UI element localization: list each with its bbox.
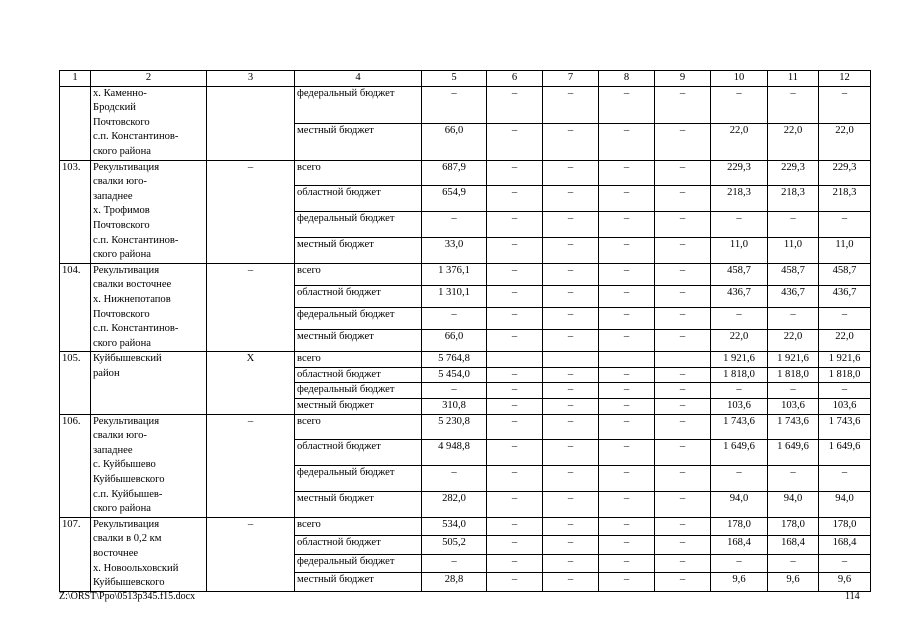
value-cell [599, 352, 655, 368]
value-cell: – [487, 285, 543, 307]
value-cell: 282,0 [422, 492, 487, 518]
value-cell: 436,7 [768, 285, 819, 307]
value-cell: – [599, 573, 655, 592]
budget-source-label: областной бюджет [295, 440, 422, 466]
footer-file-path: Z:\ORST\Ppo\0513p345.f15.docx [59, 591, 196, 602]
value-cell: 11,0 [768, 237, 819, 263]
table-row [60, 160, 871, 186]
budget-source-label: федеральный бюджет [295, 308, 422, 330]
budget-source-label: областной бюджет [295, 186, 422, 212]
header-cell: 3 [207, 71, 295, 87]
header-cell: 8 [599, 71, 655, 87]
value-cell: – [655, 263, 711, 285]
value-cell: – [655, 554, 711, 572]
value-cell: – [711, 466, 768, 492]
value-cell: 5 454,0 [422, 367, 487, 383]
footer-page-number: 114 [845, 591, 860, 602]
value-cell: 11,0 [711, 237, 768, 263]
value-cell: – [655, 399, 711, 415]
value-cell: 33,0 [422, 237, 487, 263]
value-cell: 22,0 [819, 330, 871, 352]
table-row [60, 352, 871, 368]
value-cell: – [543, 536, 599, 554]
table-body [60, 71, 871, 592]
value-cell: – [422, 308, 487, 330]
value-cell: 168,4 [819, 536, 871, 554]
value-cell: – [599, 554, 655, 572]
value-cell: – [599, 212, 655, 238]
value-cell: 94,0 [819, 492, 871, 518]
budget-source-label: местный бюджет [295, 492, 422, 518]
value-cell: 229,3 [819, 160, 871, 186]
column-3-value: – [207, 160, 295, 263]
value-cell: – [599, 466, 655, 492]
value-cell: – [543, 383, 599, 399]
value-cell: – [543, 186, 599, 212]
value-cell: – [543, 573, 599, 592]
value-cell: 5 230,8 [422, 414, 487, 440]
value-cell: – [543, 492, 599, 518]
value-cell: 9,6 [819, 573, 871, 592]
budget-source-label: всего [295, 414, 422, 440]
value-cell: – [543, 285, 599, 307]
budget-source-label: местный бюджет [295, 573, 422, 592]
column-3-value [207, 86, 295, 160]
value-cell: – [599, 440, 655, 466]
value-cell: – [543, 308, 599, 330]
value-cell: 1 743,6 [711, 414, 768, 440]
value-cell: 458,7 [711, 263, 768, 285]
value-cell: – [543, 517, 599, 535]
value-cell: – [599, 237, 655, 263]
value-cell: 1 649,6 [768, 440, 819, 466]
value-cell: 103,6 [711, 399, 768, 415]
value-cell: – [599, 367, 655, 383]
value-cell: – [422, 86, 487, 123]
value-cell: – [655, 123, 711, 160]
value-cell: – [487, 263, 543, 285]
value-cell: – [487, 330, 543, 352]
value-cell: 168,4 [711, 536, 768, 554]
value-cell: – [655, 466, 711, 492]
value-cell: 5 764,8 [422, 352, 487, 368]
object-name: Рекультивация свалки в 0,2 км восточнее х. Новоольховский Куйбышевского [91, 517, 207, 591]
value-cell: – [655, 237, 711, 263]
value-cell: 178,0 [711, 517, 768, 535]
value-cell: 22,0 [768, 330, 819, 352]
budget-source-label: федеральный бюджет [295, 554, 422, 572]
value-cell: – [487, 492, 543, 518]
header-cell: 11 [768, 71, 819, 87]
object-name: Рекультивация свалки восточнее х. Нижнепотапов Почтовского с.п. Константинов- ского района [91, 263, 207, 352]
budget-source-label: федеральный бюджет [295, 86, 422, 123]
value-cell: – [422, 212, 487, 238]
value-cell: 1 921,6 [819, 352, 871, 368]
column-3-value: – [207, 517, 295, 591]
value-cell: 1 376,1 [422, 263, 487, 285]
table-row [60, 263, 871, 285]
value-cell: 178,0 [768, 517, 819, 535]
value-cell: – [487, 440, 543, 466]
value-cell: – [599, 308, 655, 330]
value-cell: – [487, 237, 543, 263]
value-cell: – [655, 86, 711, 123]
value-cell: 66,0 [422, 123, 487, 160]
value-cell: – [655, 492, 711, 518]
value-cell: – [487, 573, 543, 592]
value-cell: – [543, 554, 599, 572]
value-cell: – [768, 466, 819, 492]
value-cell [655, 352, 711, 368]
value-cell: 1 921,6 [768, 352, 819, 368]
value-cell: – [487, 536, 543, 554]
value-cell: – [655, 573, 711, 592]
value-cell: – [487, 414, 543, 440]
value-cell: – [819, 554, 871, 572]
value-cell: – [543, 86, 599, 123]
budget-source-label: местный бюджет [295, 123, 422, 160]
value-cell: 1 818,0 [768, 367, 819, 383]
value-cell: – [543, 263, 599, 285]
value-cell: – [599, 186, 655, 212]
value-cell: – [711, 554, 768, 572]
value-cell: – [819, 308, 871, 330]
value-cell: – [487, 383, 543, 399]
value-cell: 103,6 [768, 399, 819, 415]
value-cell: 1 649,6 [819, 440, 871, 466]
budget-source-label: областной бюджет [295, 536, 422, 554]
budget-source-label: всего [295, 160, 422, 186]
value-cell: 1 310,1 [422, 285, 487, 307]
value-cell: – [768, 212, 819, 238]
value-cell: 9,6 [768, 573, 819, 592]
budget-source-label: областной бюджет [295, 285, 422, 307]
value-cell: – [487, 517, 543, 535]
budget-table [59, 70, 871, 592]
value-cell: – [655, 330, 711, 352]
value-cell: 103,6 [819, 399, 871, 415]
value-cell: 310,8 [422, 399, 487, 415]
value-cell: 4 948,8 [422, 440, 487, 466]
value-cell: – [655, 285, 711, 307]
header-cell: 9 [655, 71, 711, 87]
row-number: 104. [60, 263, 91, 352]
value-cell: 229,3 [768, 160, 819, 186]
value-cell: – [711, 383, 768, 399]
row-number: 103. [60, 160, 91, 263]
column-3-value: – [207, 414, 295, 517]
value-cell: – [711, 212, 768, 238]
header-cell: 12 [819, 71, 871, 87]
value-cell: 1 743,6 [819, 414, 871, 440]
value-cell: – [599, 517, 655, 535]
budget-source-label: всего [295, 263, 422, 285]
value-cell: – [487, 367, 543, 383]
budget-source-label: местный бюджет [295, 237, 422, 263]
value-cell: – [655, 383, 711, 399]
value-cell: – [487, 212, 543, 238]
value-cell: – [599, 383, 655, 399]
value-cell: 94,0 [711, 492, 768, 518]
value-cell: 168,4 [768, 536, 819, 554]
object-name: Куйбышевский район [91, 352, 207, 414]
value-cell: – [655, 160, 711, 186]
value-cell: 1 649,6 [711, 440, 768, 466]
value-cell: – [819, 212, 871, 238]
value-cell: – [655, 212, 711, 238]
budget-source-label: местный бюджет [295, 330, 422, 352]
value-cell: – [543, 367, 599, 383]
header-cell: 7 [543, 71, 599, 87]
value-cell: 178,0 [819, 517, 871, 535]
value-cell: – [543, 123, 599, 160]
value-cell: – [487, 86, 543, 123]
value-cell: – [543, 212, 599, 238]
value-cell: 11,0 [819, 237, 871, 263]
value-cell: – [768, 86, 819, 123]
value-cell: – [599, 263, 655, 285]
budget-source-label: всего [295, 517, 422, 535]
value-cell: – [599, 536, 655, 554]
value-cell [487, 352, 543, 368]
row-number: 105. [60, 352, 91, 414]
value-cell: – [768, 308, 819, 330]
value-cell: – [655, 367, 711, 383]
value-cell: – [599, 492, 655, 518]
budget-source-label: федеральный бюджет [295, 212, 422, 238]
value-cell: – [543, 237, 599, 263]
value-cell: 218,3 [711, 186, 768, 212]
value-cell: – [487, 186, 543, 212]
value-cell: 22,0 [711, 123, 768, 160]
value-cell: – [543, 160, 599, 186]
object-name: Рекультивация свалки юго- западнее с. Куйбышево Куйбышевского с.п. Куйбышев- ского района [91, 414, 207, 517]
value-cell: – [543, 330, 599, 352]
value-cell: – [487, 554, 543, 572]
value-cell: – [819, 383, 871, 399]
table-row [60, 517, 871, 535]
object-name: х. Каменно- Бродский Почтовского с.п. Константинов- ского района [91, 86, 207, 160]
column-3-value: – [207, 263, 295, 352]
budget-source-label: областной бюджет [295, 367, 422, 383]
value-cell: – [599, 330, 655, 352]
budget-source-label: федеральный бюджет [295, 383, 422, 399]
value-cell: 94,0 [768, 492, 819, 518]
value-cell: 436,7 [711, 285, 768, 307]
value-cell: 22,0 [711, 330, 768, 352]
value-cell: – [599, 86, 655, 123]
value-cell: – [819, 86, 871, 123]
header-cell: 4 [295, 71, 422, 87]
value-cell: 458,7 [819, 263, 871, 285]
value-cell: 218,3 [819, 186, 871, 212]
value-cell: 654,9 [422, 186, 487, 212]
value-cell: 22,0 [819, 123, 871, 160]
value-cell: – [768, 554, 819, 572]
value-cell: – [819, 466, 871, 492]
budget-source-label: местный бюджет [295, 399, 422, 415]
value-cell: – [487, 308, 543, 330]
value-cell: 66,0 [422, 330, 487, 352]
value-cell: – [711, 86, 768, 123]
column-3-value: Х [207, 352, 295, 414]
value-cell: – [487, 123, 543, 160]
budget-source-label: всего [295, 352, 422, 368]
value-cell: – [543, 399, 599, 415]
value-cell: – [655, 517, 711, 535]
header-cell: 1 [60, 71, 91, 87]
value-cell: – [599, 399, 655, 415]
value-cell: – [655, 186, 711, 212]
header-cell: 6 [487, 71, 543, 87]
header-cell: 10 [711, 71, 768, 87]
value-cell: – [711, 308, 768, 330]
object-name: Рекультивация свалки юго- западнее х. Трофимов Почтовского с.п. Константинов- ского района [91, 160, 207, 263]
value-cell: – [599, 160, 655, 186]
value-cell: 22,0 [768, 123, 819, 160]
value-cell: 436,7 [819, 285, 871, 307]
value-cell: – [655, 414, 711, 440]
value-cell: – [599, 123, 655, 160]
value-cell: 1 743,6 [768, 414, 819, 440]
header-cell: 5 [422, 71, 487, 87]
value-cell [543, 352, 599, 368]
value-cell: – [655, 536, 711, 554]
value-cell: 458,7 [768, 263, 819, 285]
value-cell: – [487, 160, 543, 186]
header-cell: 2 [91, 71, 207, 87]
value-cell: – [487, 466, 543, 492]
table-row [60, 414, 871, 440]
value-cell: 9,6 [711, 573, 768, 592]
value-cell: – [487, 399, 543, 415]
budget-source-label: федеральный бюджет [295, 466, 422, 492]
value-cell: – [655, 440, 711, 466]
value-cell: 505,2 [422, 536, 487, 554]
value-cell: 1 818,0 [819, 367, 871, 383]
value-cell: – [768, 383, 819, 399]
value-cell: 28,8 [422, 573, 487, 592]
value-cell: – [543, 440, 599, 466]
header-row [60, 71, 871, 87]
row-number: 107. [60, 517, 91, 591]
table-row [60, 86, 871, 123]
value-cell: – [599, 414, 655, 440]
value-cell: – [655, 308, 711, 330]
value-cell: – [599, 285, 655, 307]
value-cell: 534,0 [422, 517, 487, 535]
value-cell: 218,3 [768, 186, 819, 212]
value-cell: 229,3 [711, 160, 768, 186]
value-cell: – [422, 383, 487, 399]
row-number [60, 86, 91, 160]
value-cell: – [422, 466, 487, 492]
value-cell: – [543, 466, 599, 492]
value-cell: – [543, 414, 599, 440]
value-cell: – [422, 554, 487, 572]
value-cell: 1 818,0 [711, 367, 768, 383]
value-cell: 1 921,6 [711, 352, 768, 368]
value-cell: 687,9 [422, 160, 487, 186]
row-number: 106. [60, 414, 91, 517]
